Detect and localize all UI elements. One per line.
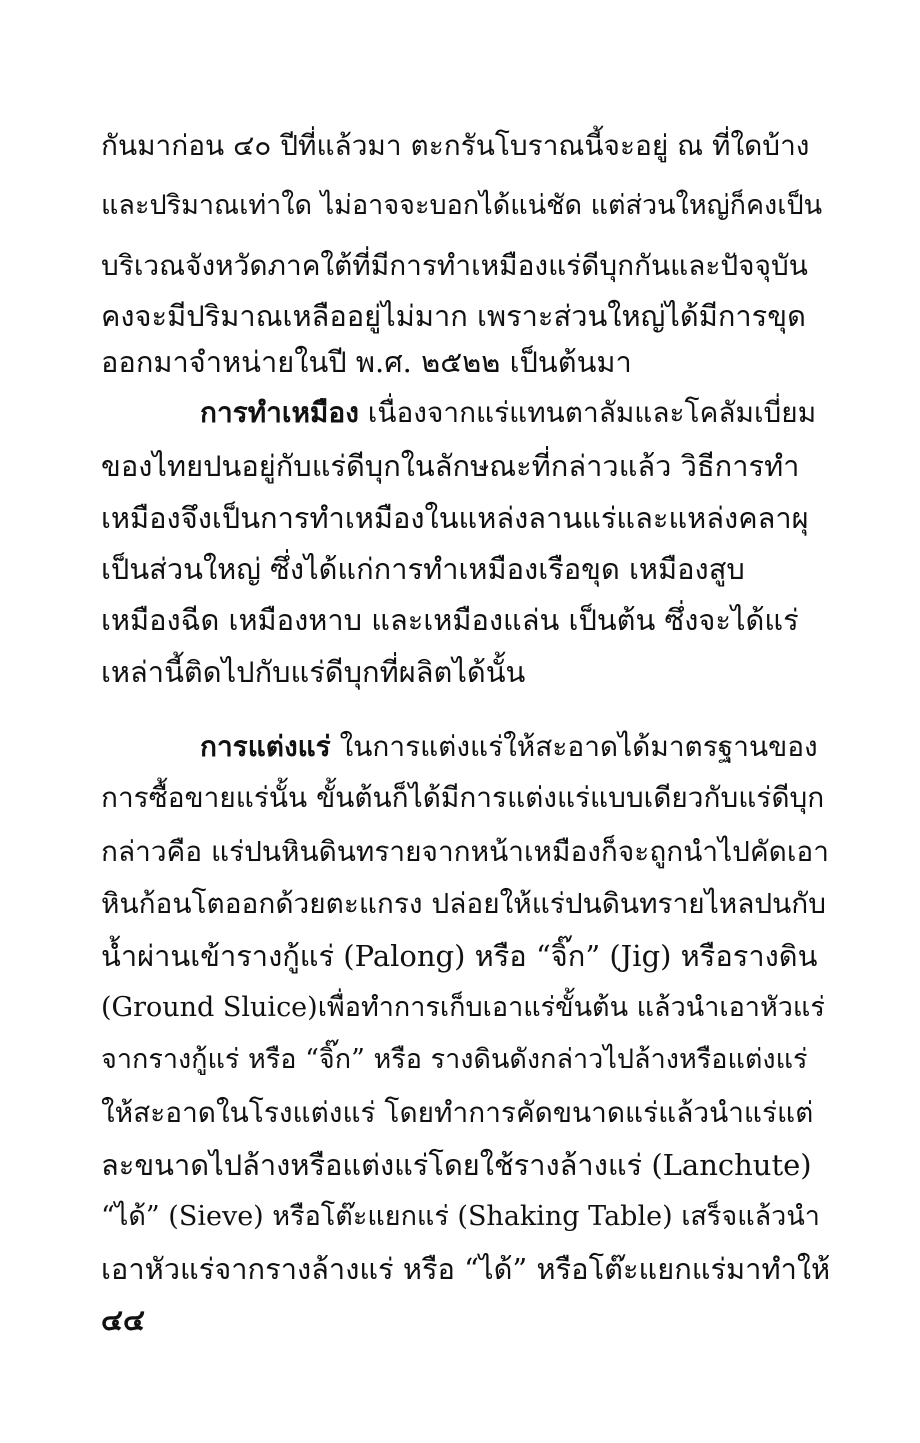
paragraph3-line-7: จากรางกู้แร่ หรือ “จิ๊ก” หรือ รางดินดังกล่าวไปล้างหรือแต่งแร่ (101, 1044, 808, 1075)
paragraph1-line-4: คงจะมีปริมาณเหลืออยู่ไม่มาก เพราะส่วนใหญ่ได้มีการขุด (101, 299, 806, 333)
paragraph3-line-10: “ได้” (Sieve) หรือโต๊ะแยกแร่ (Shaking Table) เสร็จแล้วนำ (101, 1201, 820, 1232)
paragraph3-line-4: หินก้อนโตออกด้วยตะแกรง ปล่อยให้แร่ปนดินทรายไหลปนกับ (101, 887, 827, 920)
paragraph3-line-2: การซื้อขายแร่นั้น ขั้นต้นก็ได้มีการแต่งแร่แบบเดียวกับแร่ดีบุก (101, 781, 825, 814)
paragraph2-line-4: เป็นส่วนใหญ่ ซึ่งได้แก่การทำเหมืองเรือขุด เหมืองสูบ (101, 552, 745, 586)
paragraph1-line-5: ออกมาจำหน่ายในปี พ.ศ. ๒๕๒๒ เป็นต้นมา (101, 345, 632, 379)
paragraph3-line-11: เอาหัวแร่จากรางล้างแร่ หรือ “ได้” หรือโต๊ะแยกแร่มาทำให้ (101, 1252, 831, 1286)
paragraph2-first-line-rest: เนื่องจากแร่แทนตาลัมและโคลัมเบี่ยม (358, 396, 817, 429)
paragraph3-line-3: กล่าวคือ แร่ปนหินดินทรายจากหน้าเหมืองก็จะถูกนำไปคัดเอา (101, 835, 829, 868)
paragraph1-line-2: และปริมาณเท่าใด ไม่อาจจะบอกได้แน่ชัด แต่ส่วนใหญ่ก็คงเป็น (101, 190, 823, 221)
paragraph2-line-5: เหมืองฉีด เหมืองหาบ และเหมืองแล่น เป็นต้น ซึ่งจะได้แร่ (101, 603, 799, 637)
paragraph3-first-line-rest: ในการแต่งแร่ให้สะอาดได้มาตรฐานของ (330, 730, 818, 763)
paragraph2-line-1 (200, 393, 831, 433)
paragraph3-line-8: ให้สะอาดในโรงแต่งแร่ โดยทำการคัดขนาดแร่แล้วนำแร่แต่ (101, 1096, 814, 1129)
paragraph3-line-1 (200, 727, 831, 767)
paragraph2-line-3: เหมืองจึงเป็นการทำเหมืองในแหล่งลานแร่และแหล่งคลาผุ (101, 501, 809, 535)
paragraph1-line-3: บริเวณจังหวัดภาคใต้ที่มีการทำเหมืองแร่ดีบุกกันและปัจจุบัน (101, 249, 808, 282)
page-number: ๔๔ (101, 1303, 145, 1337)
paragraph1-line-1: กันมาก่อน ๔๐ ปีที่แล้วมา ตะกรันโบราณนี้จะอยู่ ณ ที่ใดบ้าง (101, 129, 810, 162)
paragraph2-line-6: เหล่านี้ติดไปกับแร่ดีบุกที่ผลิตได้นั้น (101, 655, 526, 689)
paragraph3-line-5: น้ำผ่านเข้ารางกู้แร่ (Palong) หรือ “จิ๊ก” (Jig) หรือรางดิน (101, 939, 818, 973)
paragraph3-line-9: ละขนาดไปล้างหรือแต่งแร่โดยใช้รางล้างแร่ (Lanchute) (101, 1148, 812, 1182)
paragraph2-line-2: ของไทยปนอยู่กับแร่ดีบุกในลักษณะที่กล่าวแล้ว วิธีการทำ (101, 449, 800, 483)
paragraph3-heading: การแต่งแร่ (200, 730, 331, 763)
paragraph2-heading: การทำเหมือง (200, 396, 359, 429)
paragraph3-line-6: (Ground Sluice)เพื่อทำการเก็บเอาแร่ขั้นต้น แล้วนำเอาหัวแร่ (101, 992, 825, 1023)
